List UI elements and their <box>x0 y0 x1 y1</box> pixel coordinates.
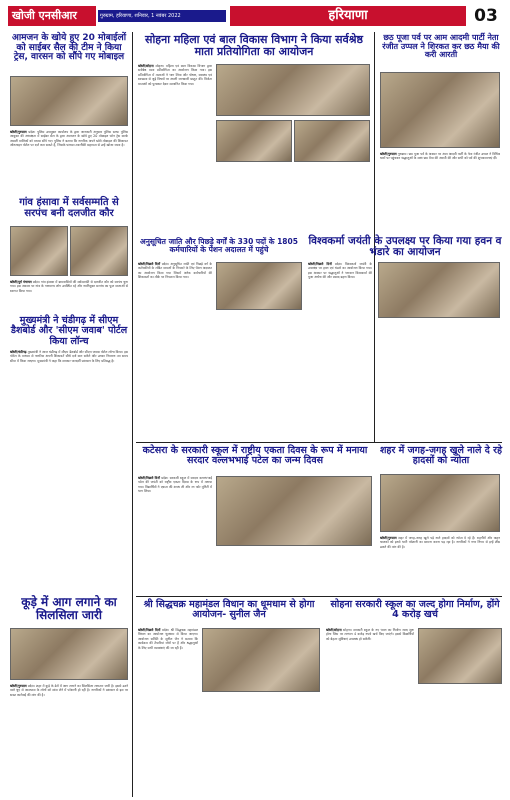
section-divider <box>136 596 502 597</box>
article-headline: विश्वकर्मा जयंती के उपलक्ष्य पर किया गया हवन व भंडारे का आयोजन <box>308 235 502 259</box>
article-headline: सोहना महिला एवं बाल विकास विभाग ने किया सर्वश्रेष्ठ माता प्रतियोगिता का आयोजन <box>145 33 363 58</box>
article-text: प्रदेश। शहर में कूड़े के ढेरों में आग लगाने का सिलसिला लगातार जारी है। इससे उठने वाले धुएं से आसपास के लोगों को सांस लेने में परेशानी हो रही है। नागरिकों ने प्रशासन से इस पर सख्त कार्रवाई की मांग की है। <box>10 684 128 697</box>
article-dateline: खोजी/पिछले दिनों <box>308 262 332 266</box>
article-photo <box>10 628 128 680</box>
article-dateline: खोजी/सोहना <box>138 64 154 68</box>
article-text: सोहना। महिला एवं बाल विकास विभाग द्वारा सर्वश्रेष्ठ माता प्रतियोगिता का आयोजन किया गया। इस प्रतियोगिता में माताओं ने भाग लिया और पोषण, स्वास्थ्य एवं स्वच्छता से जुड़े विषयों पर अपनी जानकारी प्रस्तुत की। विजेता माताओं को पुरस्कार देकर सम्मानित किया गया। <box>138 64 212 86</box>
article-photo <box>10 76 128 126</box>
article-text: प्रदेश। गांव हंसावा में ग्रामवासियों की सर्वसम्मति से दलजीत कौर को सरपंच चुना गया। इस अवसर पर गांव के गणमान्य लोग उपस्थित रहे और नवनियुक्त सरपंच का फूल मालाओं से स्वागत किया गया। <box>10 280 128 293</box>
article-dateline: खोजी/चंडीगढ़ <box>10 350 27 354</box>
article-text: मुख्यमंत्री ने आज चंडीगढ़ में सीएम डैशबोर्ड और सीएम जवाब पोर्टल लॉन्च किया। इस पोर्टल के माध्यम से नागरिक अपनी शिकायतें सीधे दर्ज करा सकेंगे और उनका निवारण तय समय सीमा में किया जाएगा। मुख्यमंत्री ने कहा कि सरकार पारदर्शी प्रशासन के लिए प्रतिबद्ध है। <box>10 350 128 363</box>
article-photo <box>202 628 320 692</box>
article-body <box>10 280 128 312</box>
article-headline: कूड़े में आग लगाने का सिलसिला जारी <box>21 595 117 622</box>
article-dateline: खोजी/गुरुग्राम <box>10 130 27 134</box>
article-dateline: खोजी/सोहना <box>326 628 342 632</box>
article-headline: श्री सिद्धचक्र महामंडल विधान का धूमधाम से होगा आयोजन- सुनील जैन <box>143 599 315 621</box>
article-text: प्रदेश। सरकारी स्कूल में सरदार वल्लभभाई पटेल की जयंती को राष्ट्रीय एकता दिवस के रूप में मनाया गया। विद्यार्थियों ने एकता की शपथ ली और रन फॉर यूनिटी में भाग लिया। <box>138 476 212 494</box>
article-photo <box>380 72 500 148</box>
article-body <box>138 262 212 438</box>
article-text: सोहना। सरकारी स्कूल के नए भवन का निर्माण जल्द शुरू होगा जिस पर लगभग 4 करोड़ रुपये खर्च किए जाएंगे। इससे विद्यार्थियों को बेहतर सुविधाएं उपलब्ध हो सकेंगी। <box>326 628 414 641</box>
article-photo <box>378 262 500 318</box>
article-body <box>326 628 414 796</box>
column-divider <box>132 32 133 797</box>
article-body <box>138 64 212 236</box>
article-photo <box>70 226 128 276</box>
article-dateline: खोजी/पिछले दिनों <box>138 476 160 480</box>
article-photo <box>216 476 372 546</box>
article-text: गुरुग्राम। छठ पूजा पर्व के अवसर पर आम आदमी पार्टी के नेता रंजीत उप्पल ने विभिन्न घाटों पर पहुंचकर श्रद्धालुओं के साथ छठ मैया की आरती की और सभी को पर्व की शुभकामनाएं दीं। <box>380 152 500 161</box>
article-headline: छठ पूजा पर्व पर आम आदमी पार्टी नेता रंजीत उप्पल ने शिरकत कर छठ मैया की करी आरती <box>382 33 500 60</box>
article-body <box>380 152 500 232</box>
paper-name: खोजी एनसीआर <box>12 9 77 22</box>
article-dateline: खोजी/गुरुग्राम <box>10 684 27 688</box>
article-photo <box>216 262 302 310</box>
article-dateline: खोजी/गुरुग्राम <box>380 152 397 156</box>
article-body <box>138 476 212 594</box>
article-headline: कटेसरा के सरकारी स्कूल में राष्ट्रीय एकता दिवस के रूप में मनाया सरदार वल्लभभाई पटेल का जन्म दिवस <box>142 445 368 467</box>
article-headline: अनुसूचित जाति और पिछड़े वर्गों के 330 पदों के 1805 कर्मचारियों के पेंशन अदालत में पहुंचे <box>140 237 298 255</box>
article-headline: गांव हंसावा में सर्वसम्मति से सरपंच बनी दलजीत कौर <box>19 197 119 219</box>
article-body <box>10 684 128 792</box>
article-dateline: खोजी/गुरुग्राम <box>380 536 397 540</box>
header-bar <box>8 6 502 26</box>
article-headline: शहर में जगह-जगह खुले नाले दे रहे हादसों को न्योता <box>379 445 503 467</box>
article-headline: आमजन के खोये हुए 20 मोबाईलों को साईबर सैल की टीम ने किया ट्रेस, वारसन को सौंपे गए मोबाइल <box>11 33 127 63</box>
section-divider <box>136 442 502 443</box>
article-text: प्रदेश। अनुसूचित जाति एवं पिछड़े वर्ग के कर्मचारियों के लंबित मामलों के निपटारे के लिए पेंशन अदालत का आयोजन किया गया जिसमें अनेक कर्मचारियों की शिकायतों का मौके पर निपटारा किया गया। <box>138 262 212 280</box>
article-body <box>10 350 128 490</box>
article-dateline: खोजी/पिछले दिनों <box>138 262 161 266</box>
article-text: प्रदेश। श्री सिद्धचक्र महामंडल विधान का आयोजन धूमधाम से किया जाएगा। आयोजन समिति के सुनील जैन ने बताया कि कार्यक्रम की तैयारियां जोरों पर हैं और श्रद्धालुओं के लिए सभी व्यवस्थाएं की जा रही हैं। <box>138 628 198 650</box>
article-headline: सोहना सरकारी स्कूल का जल्द होगा निर्माण, होंगे 4 करोड़ खर्च <box>330 599 500 621</box>
article-text: शहर में जगह-जगह खुले पड़े नाले हादसों को न्योता दे रहे हैं। राहगीरों और वाहन चालकों को इनसे भारी परेशानी का सामना करना पड़ रहा है। नागरिकों ने नगर निगम से इन्हें शीघ्र ढकने की मांग की है। <box>380 536 500 549</box>
article-body <box>308 262 372 438</box>
section-title: हरियाणा <box>328 8 368 23</box>
article-photo <box>294 120 370 162</box>
article-dateline: खोजी/पिछले दिनों <box>138 628 161 632</box>
article-text: प्रदेश। पुलिस उपायुक्त कार्यालय के द्वारा जानकारी अनुसार पुलिस स्टाफ पुलिस आयुक्त की अध्यक्षता में साईबर सैल के द्वारा आमजन के खोये हुए 20 मोबाइल फोन ट्रेस करके असली मालिकों को वापस सौंपे गए। पुलिस ने बताया कि नागरिक अपने खोये मोबाइल की शिकायत ऑनलाइन पोर्टल पर दर्ज करा सकते हैं, जिसके पश्चात तकनीकी सहायता से उन्हें खोजा जाता है। <box>10 130 128 148</box>
article-photo <box>216 120 292 162</box>
article-photo <box>380 474 500 532</box>
header-dateline: गुरुग्राम, हरियाणा, शनिवार, 1 नवंबर 2022 <box>100 13 181 19</box>
article-text: प्रदेश। विश्वकर्मा जयंती के उपलक्ष्य पर हवन एवं भंडारे का आयोजन किया गया। इस अवसर पर श्रद्धालुओं ने भगवान विश्वकर्मा की पूजा अर्चना की और प्रसाद ग्रहण किया। <box>308 262 372 280</box>
article-photo <box>10 226 68 276</box>
article-body <box>138 628 198 796</box>
article-headline: मुख्यमंत्री ने चंडीगढ़ में सीएम डैशबोर्ड और 'सीएम जवाब' पोर्टल किया लॉन्च <box>10 315 128 347</box>
article-body <box>10 130 128 194</box>
page-number: 03 <box>474 6 498 26</box>
article-photo <box>216 64 370 116</box>
article-body <box>380 536 500 592</box>
article-dateline: खोजी/पूर्व पंचायत <box>10 280 32 284</box>
article-photo <box>418 628 502 684</box>
